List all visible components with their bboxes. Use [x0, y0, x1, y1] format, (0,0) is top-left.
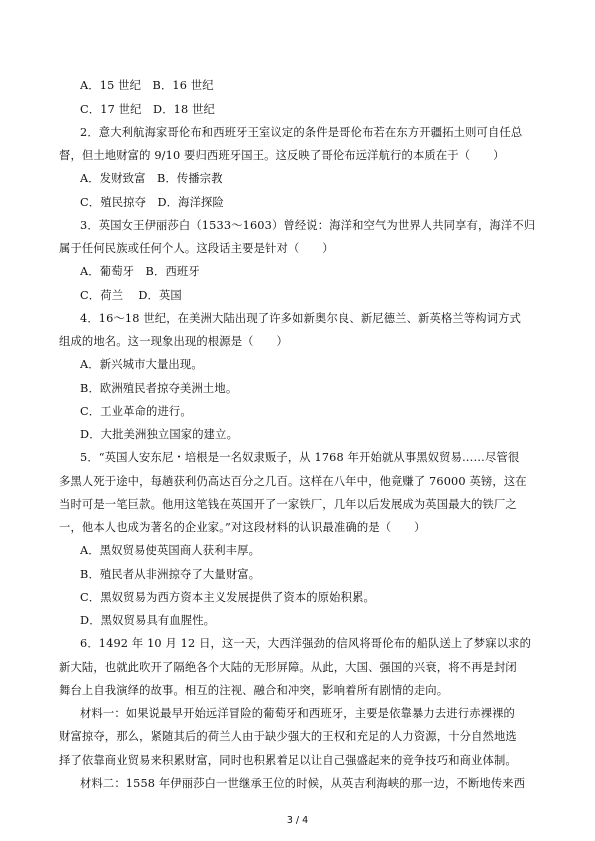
question-4-text: 4．16～18 世纪，在美洲大陆出现了许多如新奥尔良、新尼德兰、新英格兰等构词方式	[80, 312, 522, 325]
option-line: A．葡萄牙 B．西班牙	[80, 265, 200, 278]
option-line: A．新兴城市大量出现。	[80, 358, 203, 371]
question-6-text: 新大陆，也就此吹开了隔绝各个大陆的无形屏障。从此，大国、强国的兴衰，将不再是封闭	[59, 661, 517, 674]
option-line: C．工业革命的进行。	[80, 405, 192, 418]
material-1-text: 择了依靠商业贸易来积累财富，同时也积累着足以让自己强盛起来的竞争技巧和商业体制。	[59, 754, 517, 767]
material-1-text: 材料一：如果说最早开始远洋冒险的葡萄牙和西班牙，主要是依靠暴力去进行赤裸裸的	[80, 707, 515, 720]
question-2-text: 2．意大利航海家哥伦布和西班牙王室议定的条件是哥伦布若在东方开疆拓土则可自任总	[80, 126, 523, 139]
question-5-text: 当时可是一笔巨款。他用这笔钱在英国开了一家铁厂，几年以后发展成为英国最大的铁厂之	[59, 498, 517, 511]
question-4-text: 组成的地名。这一现象出现的根源是（ ）	[59, 335, 288, 348]
material-2-text: 材料二：1558 年伊丽莎白一世继承王位的时候，从英吉利海峡的那一边，不断地传来西	[80, 777, 526, 790]
question-6-text: 6．1492 年 10 月 12 日，这一天，大西洋强劲的信风将哥伦布的船队送上了梦寐以求的	[80, 637, 532, 650]
question-5-text: 多黑人死于途中，每趟获利仍高达百分之几百。这样在八年中，他竟赚了 76000 英镑，这在	[59, 475, 527, 488]
question-5-text: 一，他本人也成为著名的企业家。”对这段材料的认识最准确的是（ ）	[59, 521, 426, 534]
question-3-text: 属于任何民族或任何个人。这段话主要是针对（ ）	[59, 242, 334, 255]
option-line: C．荷兰 D．英国	[80, 289, 182, 302]
material-1-text: 财富掠夺，那么，紧随其后的荷兰人由于缺少强大的王权和充足的人力资源，十分自然地选	[59, 730, 517, 743]
question-3-text: 3．英国女王伊丽莎白（1533～1603）曾经说：海洋和空气为世界人共同享有，海洋不归	[80, 219, 536, 232]
option-line: D．黑奴贸易具有血腥性。	[80, 614, 216, 627]
option-line: C．黑奴贸易为西方资本主义发展提供了资本的原始积累。	[80, 591, 375, 604]
option-line: B．欧洲殖民者掠夺美洲土地。	[80, 382, 238, 395]
question-2-text: 督，但土地财富的 9/10 要归西班牙国王。这反映了哥伦布远洋航行的本质在于（ ）	[59, 149, 505, 162]
option-line: D．大批美洲独立国家的建立。	[80, 428, 239, 441]
option-line: A．发财致富 B．传播宗教	[80, 172, 223, 185]
option-line: A．15 世纪 B．16 世纪	[80, 79, 214, 92]
question-6-text: 舞台上自我演绎的故事。相互的注视、融合和冲突，影响着所有剧情的走向。	[59, 684, 449, 697]
option-line: C．殖民掠夺 D．海洋探险	[80, 196, 224, 209]
option-line: A．黑奴贸易使英国商人获利丰厚。	[80, 544, 261, 557]
question-5-text: 5．“英国人安东尼・培根是一名奴隶贩子，从 1768 年开始就从事黑奴贸易……尽管很	[80, 451, 520, 464]
option-line: C．17 世纪 D．18 世纪	[80, 103, 215, 116]
page-number: 3 / 4	[286, 815, 309, 826]
option-line: B．殖民者从非洲掠夺了大量财富。	[80, 568, 261, 581]
